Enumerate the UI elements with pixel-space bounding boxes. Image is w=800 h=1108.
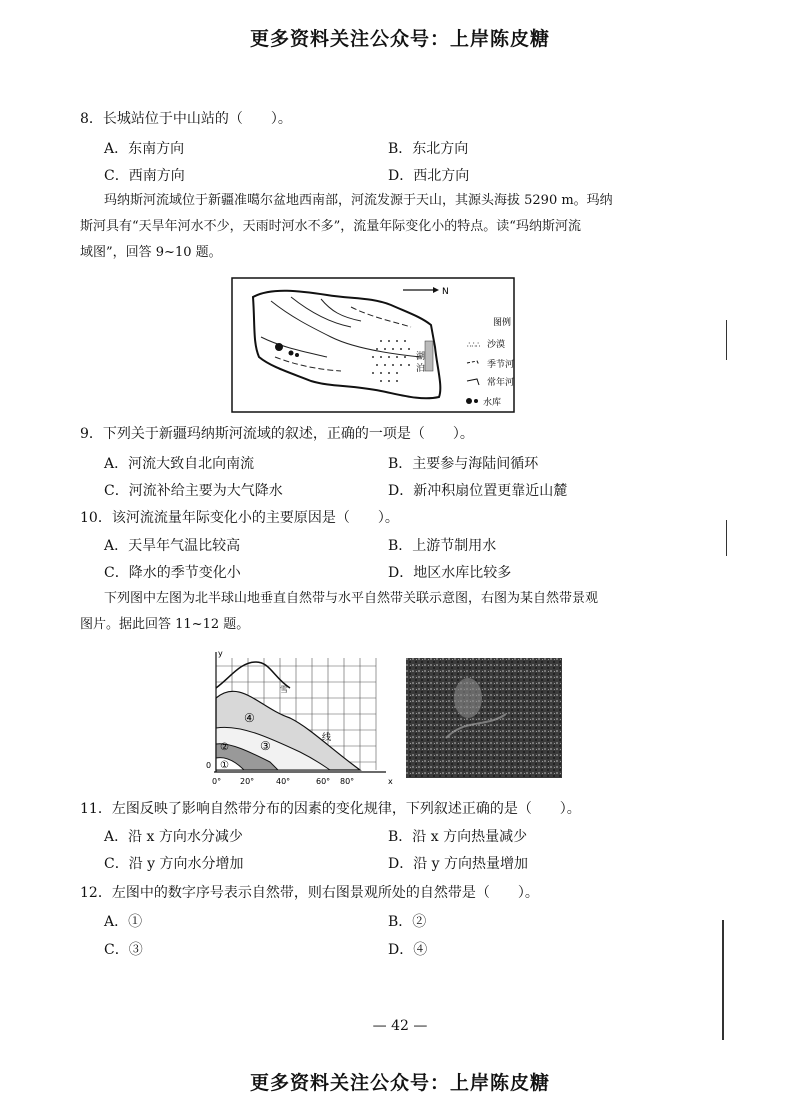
question-12-option-b[interactable]: B．②: [388, 914, 427, 930]
lake-shape: [425, 341, 433, 371]
x-tick-40: 40°: [276, 777, 291, 786]
natural-zone-diagram: [200, 648, 395, 790]
question-11-stem: 11．左图反映了影响自然带分布的因素的变化规律，下列叙述正确的是（ ）。: [80, 801, 581, 817]
x-tick-60: 60°: [316, 777, 331, 786]
zone-number-2: ②: [220, 742, 229, 753]
zones-passage: [80, 586, 690, 638]
scan-artifact-line: [726, 320, 727, 360]
zone-number-3: ③: [260, 739, 271, 753]
zones-passage-line-2: 图片。据此回答 11~12 题。: [80, 617, 250, 632]
snow-label: 雪: [280, 685, 288, 694]
question-8-stem: 8．长城站位于中山站的（ ）。: [80, 111, 292, 127]
y-axis-label: y: [218, 649, 223, 658]
legend-desert: 沙漠: [487, 340, 506, 350]
question-11-option-a[interactable]: A．沿 x 方向水分减少: [104, 829, 243, 845]
x-tick-20: 20°: [240, 777, 255, 786]
zones-passage-line-1: 下列图中左图为北半球山地垂直自然带与水平自然带关联示意图，右图为某自然带景观: [104, 591, 599, 606]
question-11-option-d[interactable]: D．沿 y 方向热量增加: [388, 856, 529, 872]
question-11-option-b[interactable]: B．沿 x 方向热量减少: [388, 829, 528, 845]
line-label: 线: [322, 733, 332, 743]
north-label: N: [442, 287, 449, 297]
question-11-option-c[interactable]: C．沿 y 方向水分增加: [104, 856, 244, 872]
question-9-option-c[interactable]: C．河流补给主要为大气降水: [104, 483, 283, 499]
question-10-option-a[interactable]: A．天旱年气温比较高: [104, 538, 241, 554]
scan-artifact-line: [722, 920, 724, 1040]
question-12-option-a[interactable]: A．①: [104, 914, 143, 930]
question-9-option-a[interactable]: A．河流大致自北向南流: [104, 456, 255, 472]
question-10-option-d[interactable]: D．地区水库比较多: [388, 565, 512, 581]
reservoir-marker: [275, 343, 283, 351]
manas-passage-line-3: 域图”，回答 9~10 题。: [80, 245, 222, 260]
reservoir-marker-3: [295, 353, 299, 357]
photo-texture: [406, 658, 562, 778]
legend-perennial-river: 常年河: [487, 378, 515, 388]
question-8-option-d[interactable]: D．西北方向: [388, 168, 470, 184]
page-footer-watermark: 更多资料关注公众号：上岸陈皮糖: [249, 1072, 550, 1094]
forest-landscape-photo: [406, 658, 562, 778]
photo-light-patch: [454, 678, 482, 718]
question-12-stem: 12．左图中的数字序号表示自然带，则右图景观所处的自然带是（ ）。: [80, 885, 539, 901]
legend-reservoir: 水库: [483, 398, 502, 408]
question-10-stem: 10．该河流流量年际变化小的主要原因是（ ）。: [80, 510, 399, 526]
reservoir-legend-icon-small: [474, 399, 478, 403]
origin-label: 0: [206, 761, 212, 770]
reservoir-marker-2: [289, 351, 294, 356]
manas-passage-line-1: 玛纳斯河流域位于新疆准噶尔盆地西南部，河流发源于天山，其源头海拔 5290 m。玛纳: [104, 193, 613, 208]
legend-seasonal-river: 季节河: [487, 360, 515, 370]
question-12-option-d[interactable]: D．④: [388, 942, 428, 958]
lake-label-2: 泊: [416, 364, 426, 374]
reservoir-legend-icon: [466, 398, 472, 404]
x-tick-80: 80°: [340, 777, 355, 786]
page-header-watermark: 更多资料关注公众号：上岸陈皮糖: [249, 28, 550, 50]
zone-number-1: ①: [220, 760, 229, 771]
scan-artifact-line: [726, 520, 727, 556]
question-12-option-c[interactable]: C．③: [104, 942, 143, 958]
manas-river-basin-map: [231, 277, 515, 413]
question-8-option-c[interactable]: C．西南方向: [104, 168, 185, 184]
lake-label-1: 湖: [416, 352, 426, 362]
question-8-option-b[interactable]: B．东北方向: [388, 141, 469, 157]
question-10-option-c[interactable]: C．降水的季节变化小: [104, 565, 241, 581]
question-9-option-b[interactable]: B．主要参与海陆间循环: [388, 456, 539, 472]
page-number: — 42 —: [372, 1018, 428, 1034]
question-9-option-d[interactable]: D．新冲积扇位置更靠近山麓: [388, 483, 568, 499]
x-axis-label: x: [388, 777, 393, 786]
question-10-option-b[interactable]: B．上游节制用水: [388, 538, 497, 554]
question-9-stem: 9．下列关于新疆玛纳斯河流域的叙述，正确的一项是（ ）。: [80, 426, 474, 442]
question-8-option-a[interactable]: A．东南方向: [104, 141, 185, 157]
x-tick-0: 0°: [212, 777, 222, 786]
zone-number-4: ④: [244, 711, 255, 725]
legend-title: 图例: [493, 318, 512, 328]
desert-legend-icon: ∴∴∴: [467, 341, 481, 349]
manas-passage: [80, 188, 690, 266]
manas-passage-line-2: 斯河具有“天旱年河水不少，天雨时河水不多”，流量年际变化小的特点。读“玛纳斯河流: [80, 219, 581, 234]
